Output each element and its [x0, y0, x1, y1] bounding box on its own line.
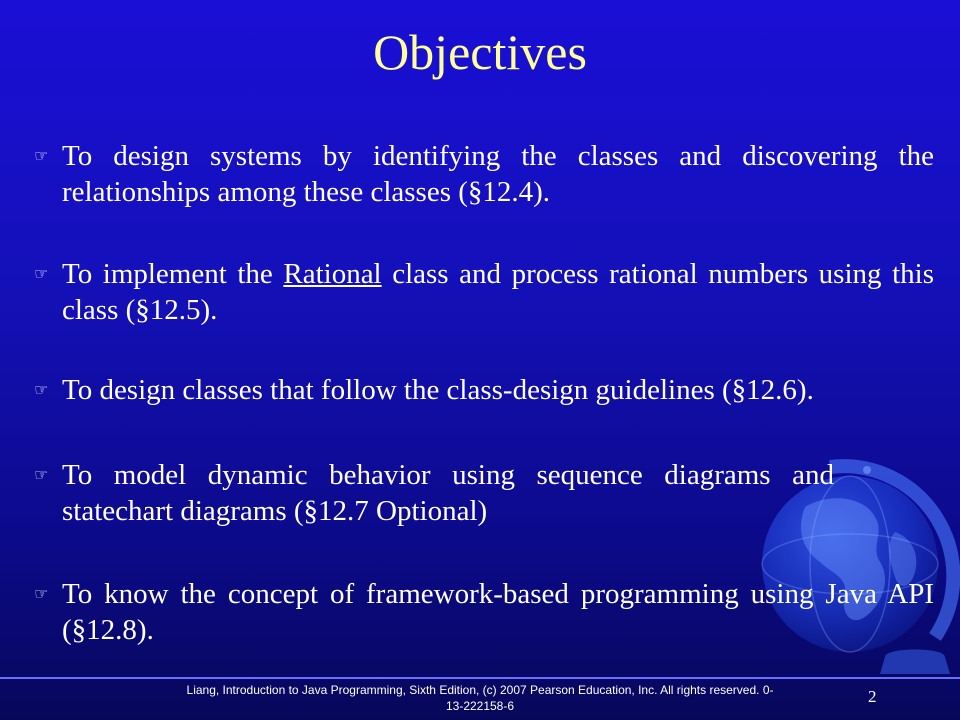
- pointing-hand-icon: ☞: [34, 380, 49, 399]
- page-number: 2: [868, 687, 877, 706]
- bullet-text: [62, 256, 934, 328]
- pointing-hand-icon: ☞: [34, 584, 49, 603]
- bullet-text: To model dynamic behavior using sequence diagrams and statechart diagrams (§12.7 Optional): [62, 459, 834, 527]
- bullet-text-after: class and process rational numbers using this class (§12.5).: [62, 258, 934, 326]
- list-item: [34, 457, 834, 529]
- list-item: [34, 576, 934, 648]
- bullet-text: To design classes that follow the class-design guidelines (§12.6).: [62, 374, 814, 406]
- slide-title: Objectives: [373, 24, 587, 80]
- footer-divider: [0, 677, 960, 679]
- bullet-text: To design systems by identifying the classes and discovering the relationships among these classes (§12.4).: [62, 140, 934, 208]
- rational-class-name: Rational: [283, 258, 382, 290]
- list-item: [34, 256, 934, 328]
- footer-copyright: Liang, Introduction to Java Programming, Sixth Edition, (c) 2007 Pearson Education, Inc. All rights reserved. 0-13-222158-6: [186, 683, 774, 713]
- bullet-text: To know the concept of framework-based programming using Java API (§12.8).: [62, 578, 934, 646]
- pointing-hand-icon: ☞: [34, 146, 49, 165]
- bullet-text-before: To implement the: [62, 258, 284, 290]
- pointing-hand-icon: ☞: [34, 465, 49, 484]
- pointing-hand-icon: ☞: [34, 264, 49, 283]
- list-item: [34, 138, 934, 210]
- list-item: [34, 372, 934, 408]
